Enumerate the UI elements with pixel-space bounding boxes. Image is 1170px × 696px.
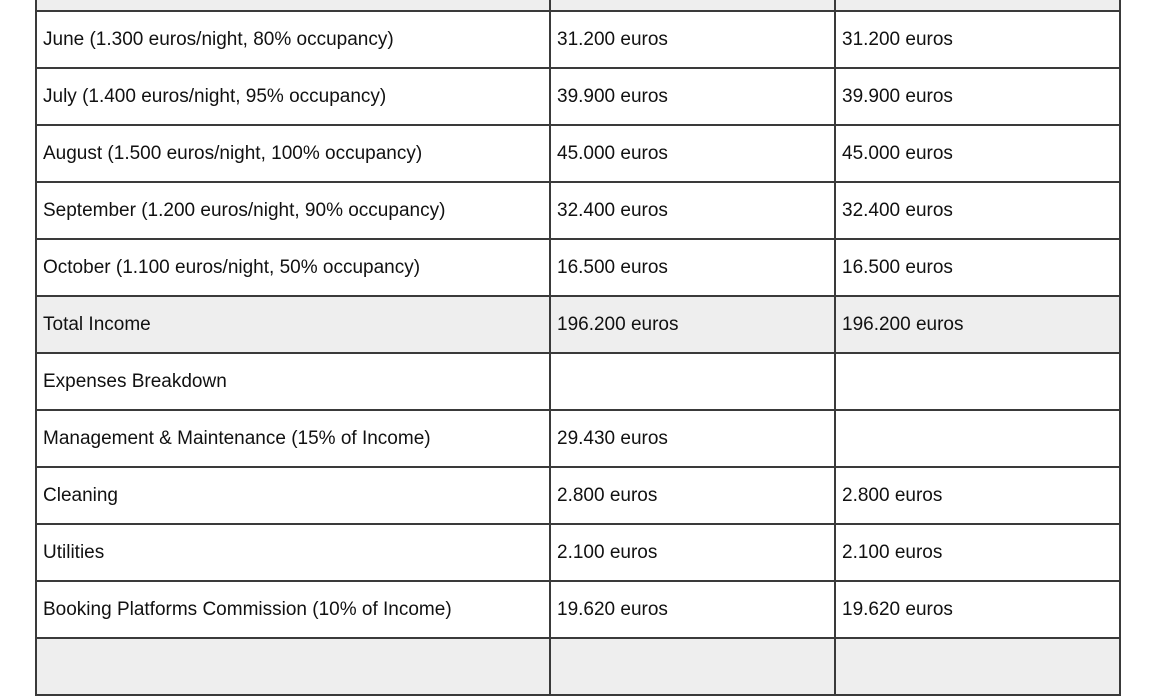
table-row xyxy=(36,524,1120,581)
row-value-cell: 45.000 euros xyxy=(550,125,835,182)
row-value-cell: 2.100 euros xyxy=(550,524,835,581)
row-value-cell: 196.200 euros xyxy=(550,296,835,353)
row-value-cell: 19.620 euros xyxy=(835,581,1120,638)
row-value-cell: 2.800 euros xyxy=(550,467,835,524)
row-label-cell: Cleaning xyxy=(36,467,550,524)
row-label-cell: October (1.100 euros/night, 50% occupancy) xyxy=(36,239,550,296)
row-value-cell xyxy=(835,0,1120,11)
row-value-cell: 31.200 euros xyxy=(550,11,835,68)
row-value-cell: 16.500 euros xyxy=(550,239,835,296)
row-value-cell xyxy=(550,638,835,695)
table-row xyxy=(36,11,1120,68)
row-value-cell xyxy=(550,353,835,410)
row-label-cell: Booking Platforms Commission (10% of Income) xyxy=(36,581,550,638)
table-row xyxy=(36,239,1120,296)
row-label-cell: August (1.500 euros/night, 100% occupancy) xyxy=(36,125,550,182)
row-value-cell xyxy=(550,0,835,11)
row-value-cell: 196.200 euros xyxy=(835,296,1120,353)
table-row xyxy=(36,125,1120,182)
row-value-cell xyxy=(835,638,1120,695)
table-row xyxy=(36,638,1120,695)
table-row xyxy=(36,581,1120,638)
table-row xyxy=(36,410,1120,467)
row-value-cell: 2.100 euros xyxy=(835,524,1120,581)
row-value-cell: 45.000 euros xyxy=(835,125,1120,182)
row-value-cell: 29.430 euros xyxy=(550,410,835,467)
row-label-cell: Utilities xyxy=(36,524,550,581)
income-expense-table xyxy=(35,0,1121,696)
row-value-cell xyxy=(835,353,1120,410)
table-row xyxy=(36,0,1120,11)
table-row xyxy=(36,296,1120,353)
table-row xyxy=(36,467,1120,524)
row-label-cell: September (1.200 euros/night, 90% occupancy) xyxy=(36,182,550,239)
table-row xyxy=(36,353,1120,410)
row-label-cell xyxy=(36,0,550,11)
row-value-cell: 39.900 euros xyxy=(550,68,835,125)
financial-table-container xyxy=(35,0,1119,696)
row-value-cell xyxy=(835,410,1120,467)
row-value-cell: 31.200 euros xyxy=(835,11,1120,68)
row-label-cell: Management & Maintenance (15% of Income) xyxy=(36,410,550,467)
row-label-cell: Expenses Breakdown xyxy=(36,353,550,410)
row-value-cell: 39.900 euros xyxy=(835,68,1120,125)
table-row xyxy=(36,68,1120,125)
row-value-cell: 19.620 euros xyxy=(550,581,835,638)
table-body xyxy=(36,0,1120,695)
row-label-cell: Total Income xyxy=(36,296,550,353)
row-value-cell: 32.400 euros xyxy=(550,182,835,239)
row-label-cell xyxy=(36,638,550,695)
row-label-cell: July (1.400 euros/night, 95% occupancy) xyxy=(36,68,550,125)
row-value-cell: 2.800 euros xyxy=(835,467,1120,524)
table-row xyxy=(36,182,1120,239)
row-value-cell: 32.400 euros xyxy=(835,182,1120,239)
row-label-cell: June (1.300 euros/night, 80% occupancy) xyxy=(36,11,550,68)
row-value-cell: 16.500 euros xyxy=(835,239,1120,296)
